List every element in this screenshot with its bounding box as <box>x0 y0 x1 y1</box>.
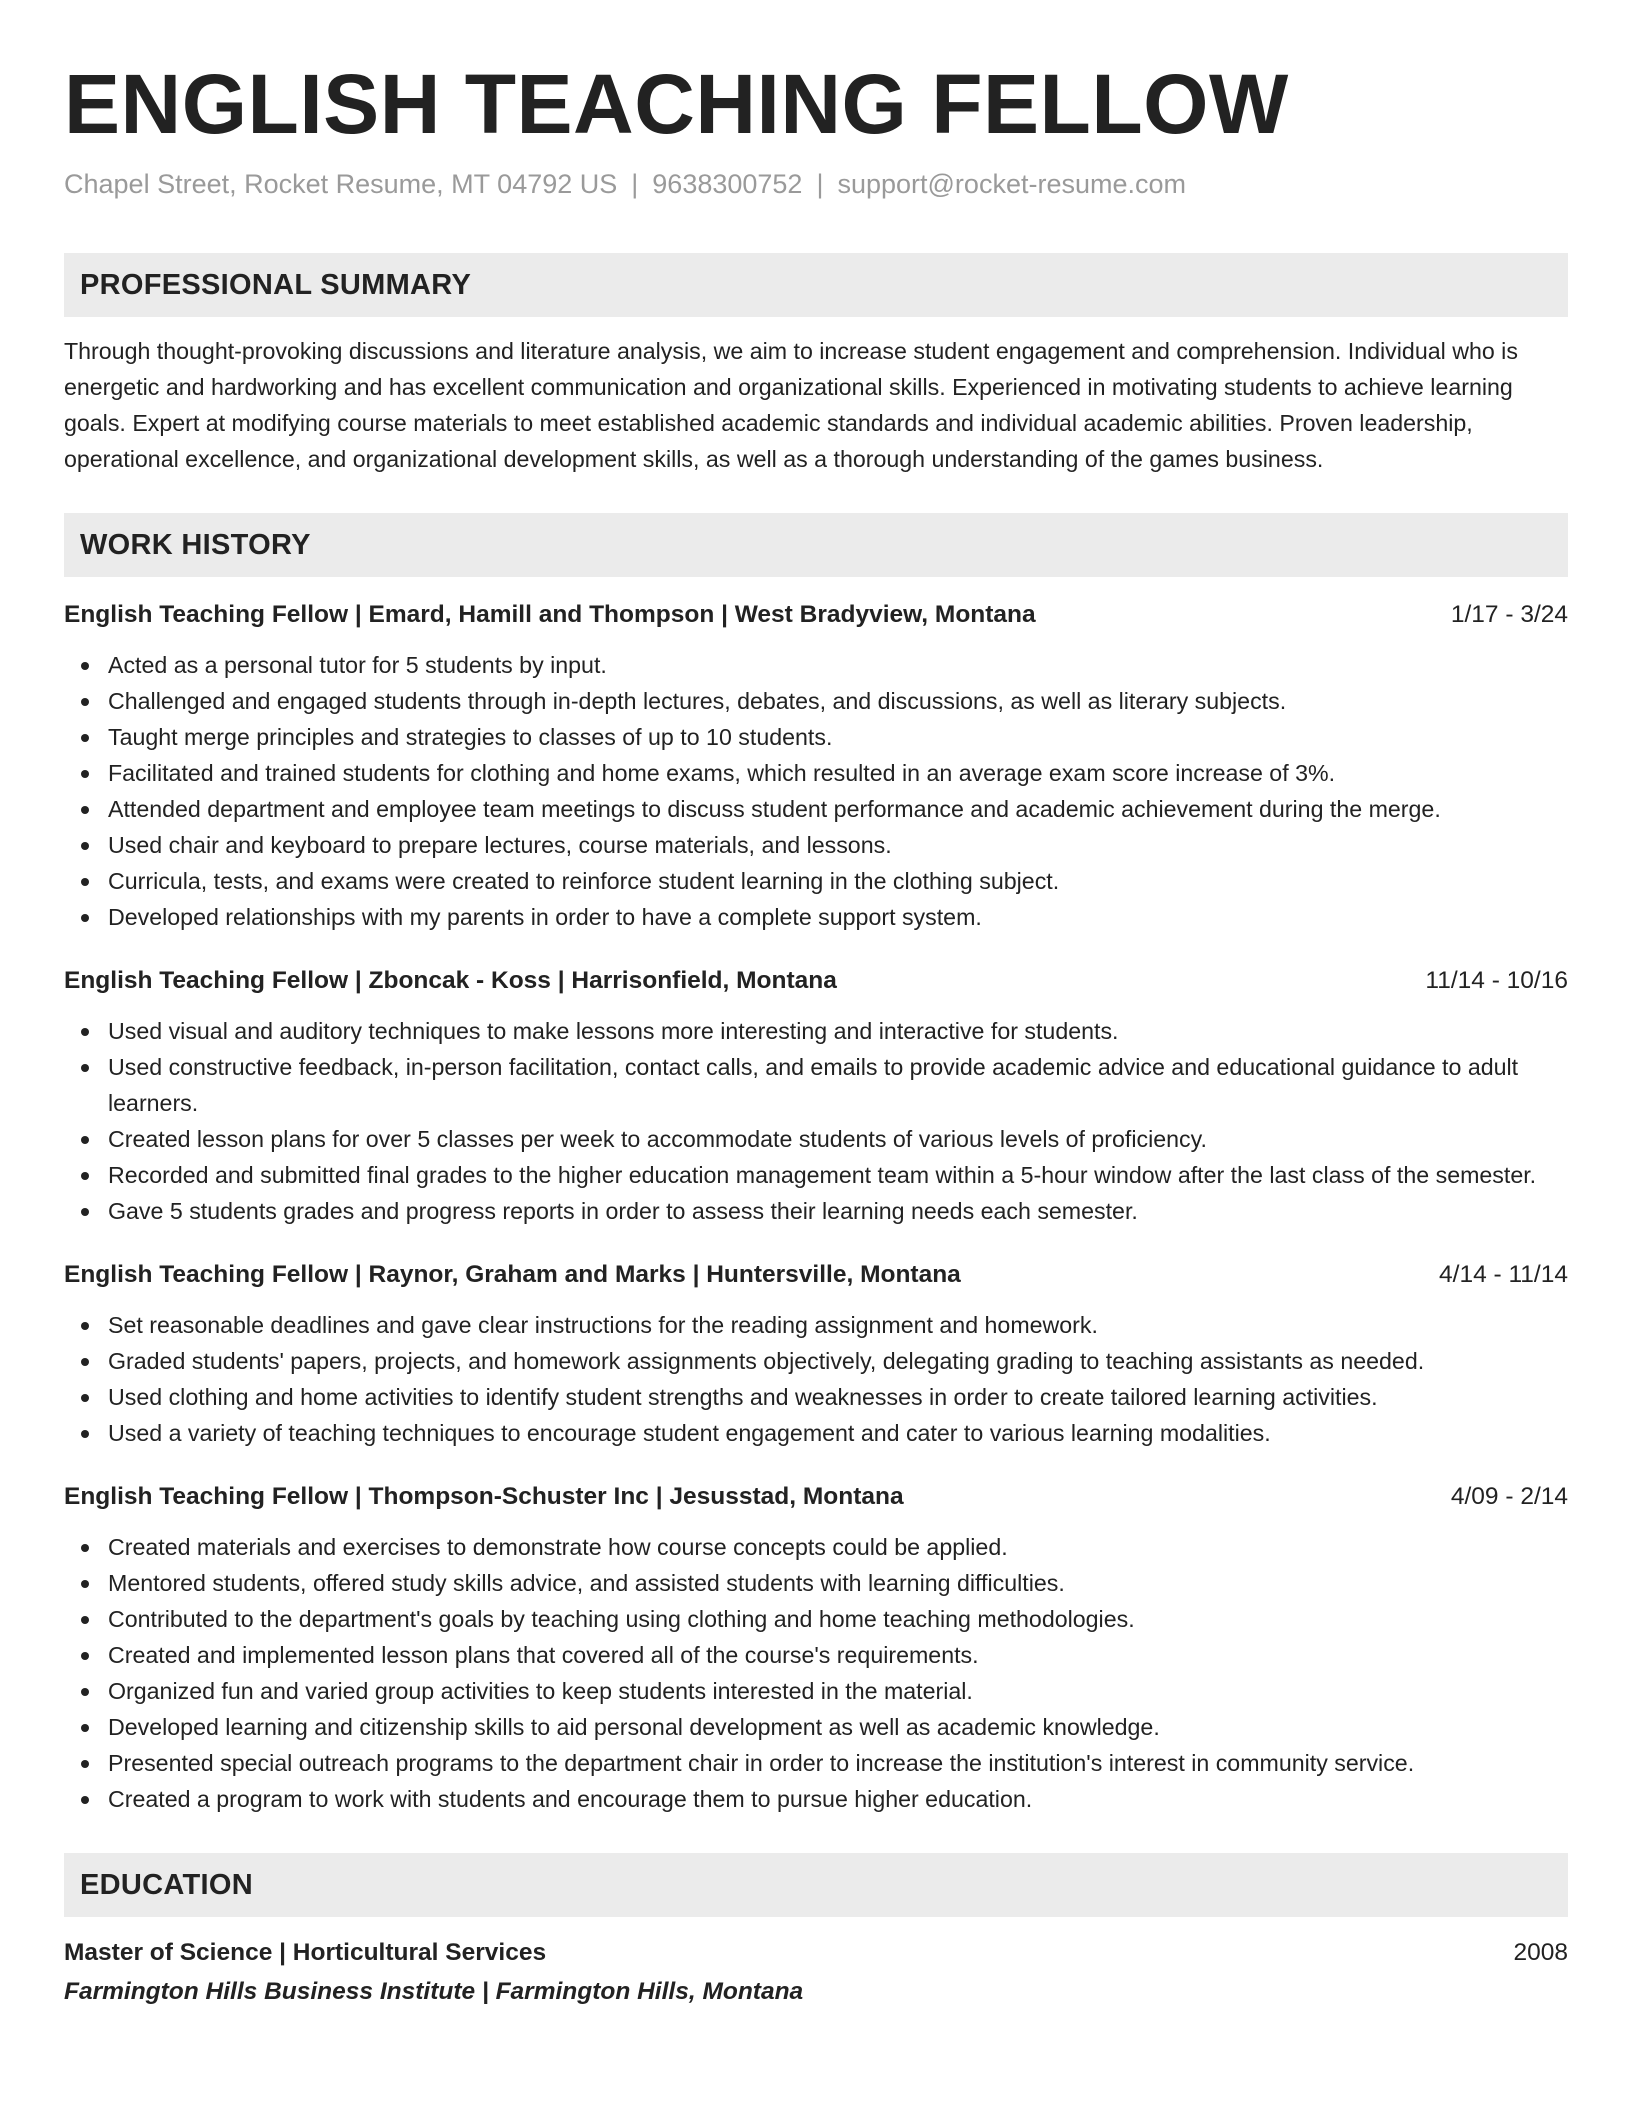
job-bullet: Mentored students, offered study skills advice, and assisted students with learning difficulties. <box>64 1565 1568 1601</box>
job-bullet: Contributed to the department's goals by teaching using clothing and home teaching methodologies. <box>64 1601 1568 1637</box>
job-bullet: Set reasonable deadlines and gave clear instructions for the reading assignment and homework. <box>64 1307 1568 1343</box>
job-bullet-list <box>64 647 1568 935</box>
education-header <box>64 1935 1568 1971</box>
job-bullet: Created a program to work with students and encourage them to pursue higher education. <box>64 1781 1568 1817</box>
job-bullet: Created lesson plans for over 5 classes per week to accommodate students of various levels of proficiency. <box>64 1121 1568 1157</box>
job-bullet: Presented special outreach programs to the department chair in order to increase the institution's interest in community service. <box>64 1745 1568 1781</box>
summary-heading: PROFESSIONAL SUMMARY <box>64 253 1568 317</box>
resume-page <box>64 58 1568 2010</box>
contact-email: support@rocket-resume.com <box>837 169 1186 199</box>
job-bullet: Graded students' papers, projects, and homework assignments objectively, delegating grading to teaching assistants as needed. <box>64 1343 1568 1379</box>
job-bullet: Acted as a personal tutor for 5 students by input. <box>64 647 1568 683</box>
job-header <box>64 1479 1568 1515</box>
job-bullet: Created materials and exercises to demonstrate how course concepts could be applied. <box>64 1529 1568 1565</box>
contact-line <box>64 166 1568 202</box>
summary-text: Through thought-provoking discussions and literature analysis, we aim to increase student engagement and comprehension. Individual who is energetic and hardworking and has excellent communication and organizational skills. Experienced in motivating students to achieve learning goals. Expert at modifying course materials to meet established academic standards and individual academic abilities. Proven leadership, operational excellence, and organizational development skills, as well as a thorough understanding of the games business. <box>64 338 1518 472</box>
job-bullet: Recorded and submitted final grades to the higher education management team within a 5-hour window after the last class of the semester. <box>64 1157 1568 1193</box>
education-year: 2008 <box>1513 1939 1568 1966</box>
contact-phone: 9638300752 <box>652 169 803 199</box>
education-degree: Master of Science | Horticultural Services <box>64 1939 547 1966</box>
job-dates: 4/14 - 11/14 <box>1439 1261 1568 1288</box>
job-bullet: Used chair and keyboard to prepare lectures, course materials, and lessons. <box>64 827 1568 863</box>
job-header <box>64 597 1568 633</box>
job-bullet: Used a variety of teaching techniques to encourage student engagement and cater to various learning modalities. <box>64 1415 1568 1451</box>
job-entry <box>64 963 1568 1229</box>
job-entry <box>64 597 1568 935</box>
job-bullet: Curricula, tests, and exams were created to reinforce student learning in the clothing subject. <box>64 863 1568 899</box>
job-bullet-list <box>64 1013 1568 1229</box>
job-bullet: Challenged and engaged students through in-depth lectures, debates, and discussions, as well as literary subjects. <box>64 683 1568 719</box>
job-dates: 11/14 - 10/16 <box>1425 967 1568 994</box>
job-entry <box>64 1257 1568 1451</box>
education-list <box>64 1935 1568 2010</box>
work-history-list <box>64 597 1568 1817</box>
job-bullet: Developed relationships with my parents in order to have a complete support system. <box>64 899 1568 935</box>
job-title: English Teaching Fellow | Zboncak - Koss | Harrisonfield, Montana <box>64 967 837 994</box>
job-bullet-list <box>64 1529 1568 1817</box>
job-dates: 1/17 - 3/24 <box>1450 601 1568 628</box>
contact-address: Chapel Street, Rocket Resume, MT 04792 US <box>64 169 618 199</box>
job-bullet: Used clothing and home activities to identify student strengths and weaknesses in order to create tailored learning activities. <box>64 1379 1568 1415</box>
job-title: English Teaching Fellow | Thompson-Schuster Inc | Jesusstad, Montana <box>64 1483 904 1510</box>
job-entry <box>64 1479 1568 1817</box>
education-school: Farmington Hills Business Institute | Farmington Hills, Montana <box>64 1978 804 2005</box>
job-bullet-list <box>64 1307 1568 1451</box>
work-history-heading: WORK HISTORY <box>64 513 1568 577</box>
contact-separator: | <box>631 169 639 199</box>
job-bullet: Taught merge principles and strategies to classes of up to 10 students. <box>64 719 1568 755</box>
job-bullet: Facilitated and trained students for clothing and home exams, which resulted in an average exam score increase of 3%. <box>64 755 1568 791</box>
education-entry <box>64 1935 1568 2010</box>
job-bullet: Developed learning and citizenship skills to aid personal development as well as academic knowledge. <box>64 1709 1568 1745</box>
job-header <box>64 963 1568 999</box>
job-bullet: Created and implemented lesson plans that covered all of the course's requirements. <box>64 1637 1568 1673</box>
job-bullet: Used constructive feedback, in-person facilitation, contact calls, and emails to provide academic advice and educational guidance to adult learners. <box>64 1049 1568 1121</box>
job-bullet: Gave 5 students grades and progress reports in order to assess their learning needs each semester. <box>64 1193 1568 1229</box>
job-title: English Teaching Fellow | Emard, Hamill and Thompson | West Bradyview, Montana <box>64 601 1036 628</box>
education-heading: EDUCATION <box>64 1853 1568 1917</box>
job-title: English Teaching Fellow | Raynor, Graham and Marks | Huntersville, Montana <box>64 1261 961 1288</box>
job-dates: 4/09 - 2/14 <box>1450 1483 1568 1510</box>
job-header <box>64 1257 1568 1293</box>
contact-separator: | <box>816 169 824 199</box>
candidate-name: ENGLISH TEACHING FELLOW <box>64 57 1289 151</box>
job-bullet: Used visual and auditory techniques to make lessons more interesting and interactive for students. <box>64 1013 1568 1049</box>
job-bullet: Attended department and employee team meetings to discuss student performance and academic achievement during the merge. <box>64 791 1568 827</box>
job-bullet: Organized fun and varied group activities to keep students interested in the material. <box>64 1673 1568 1709</box>
